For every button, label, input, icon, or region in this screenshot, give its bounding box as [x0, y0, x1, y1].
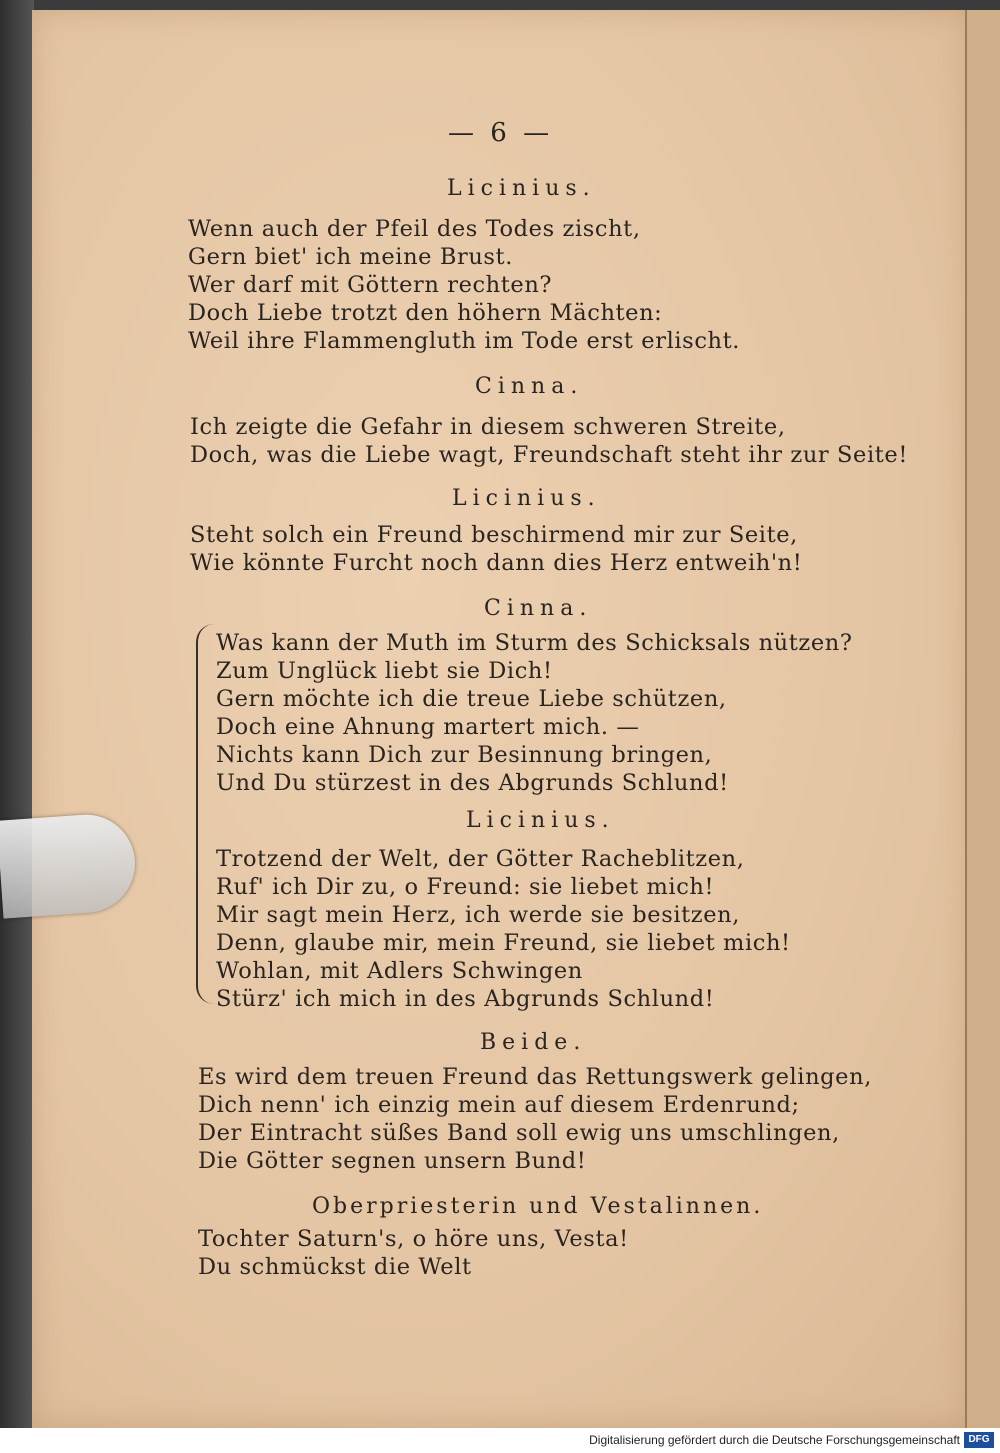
verse-line: Gern möchte ich die treue Liebe schützen,	[216, 686, 727, 712]
verse-line: Zum Unglück liebt sie Dich!	[216, 658, 553, 684]
verse-line: Die Götter segnen unsern Bund!	[198, 1148, 587, 1174]
verse-line: Dich nenn' ich einzig mein auf diesem Erdenrund;	[198, 1092, 800, 1118]
verse-line: Ruf' ich Dir zu, o Freund: sie liebet mich!	[216, 874, 715, 900]
verse-line: Doch, was die Liebe wagt, Freundschaft steht ihr zur Seite!	[190, 442, 908, 468]
verse-line: Ich zeigte die Gefahr in diesem schweren Streite,	[190, 414, 786, 440]
verse-line: Der Eintracht süßes Band soll ewig uns umschlingen,	[198, 1120, 840, 1146]
verse-line: Wer darf mit Göttern rechten?	[188, 272, 553, 298]
speaker-heading: Cinna.	[484, 596, 593, 621]
verse-line: Doch Liebe trotzt den höhern Mächten:	[188, 300, 663, 326]
verse-line: Was kann der Muth im Sturm des Schicksals nützen?	[216, 630, 853, 656]
verse-line: Denn, glaube mir, mein Freund, sie liebet mich!	[216, 930, 791, 956]
verse-line: Tochter Saturn's, o höre uns, Vesta!	[198, 1226, 629, 1252]
verse-line: Du schmückst die Welt	[198, 1254, 472, 1280]
verse-line: Steht solch ein Freund beschirmend mir zur Seite,	[190, 522, 798, 548]
verse-line: Nichts kann Dich zur Besinnung bringen,	[216, 742, 713, 768]
digitization-footer: Digitalisierung gefördert durch die Deutsche Forschungsgemeinschaft	[0, 1428, 1000, 1453]
verse-line: Wenn auch der Pfeil des Todes zischt,	[188, 216, 641, 242]
verse-line: Wie könnte Furcht noch dann dies Herz entweih'n!	[190, 550, 803, 576]
verse-line: Wohlan, mit Adlers Schwingen	[216, 958, 583, 984]
verse-line: Es wird dem treuen Freund das Rettungswerk gelingen,	[198, 1064, 872, 1090]
verse-line: Und Du stürzest in des Abgrunds Schlund!	[216, 770, 729, 796]
dfg-logo: DFG	[964, 1432, 994, 1448]
speaker-heading: Beide.	[480, 1030, 587, 1055]
bracket-mark	[196, 624, 216, 1004]
scan-background	[0, 0, 34, 1428]
page-edge	[965, 10, 1000, 1428]
verse-line: Mir sagt mein Herz, ich werde sie besitzen,	[216, 902, 741, 928]
verse-line: Doch eine Ahnung martert mich. —	[216, 714, 640, 740]
verse-line: Weil ihre Flammengluth im Tode erst erlischt.	[188, 328, 741, 354]
speaker-heading: Licinius.	[452, 486, 601, 511]
speaker-heading: Licinius.	[466, 808, 615, 833]
verse-line: Stürz' ich mich in des Abgrunds Schlund!	[216, 986, 715, 1012]
speaker-heading: Cinna.	[475, 374, 584, 399]
speaker-heading: Licinius.	[447, 176, 596, 201]
verse-line: Trotzend der Welt, der Götter Racheblitzen,	[216, 846, 745, 872]
verse-line: Gern biet' ich meine Brust.	[188, 244, 513, 270]
speaker-heading: Oberpriesterin und Vestalinnen.	[312, 1194, 764, 1219]
page-number: — 6 —	[448, 118, 554, 148]
